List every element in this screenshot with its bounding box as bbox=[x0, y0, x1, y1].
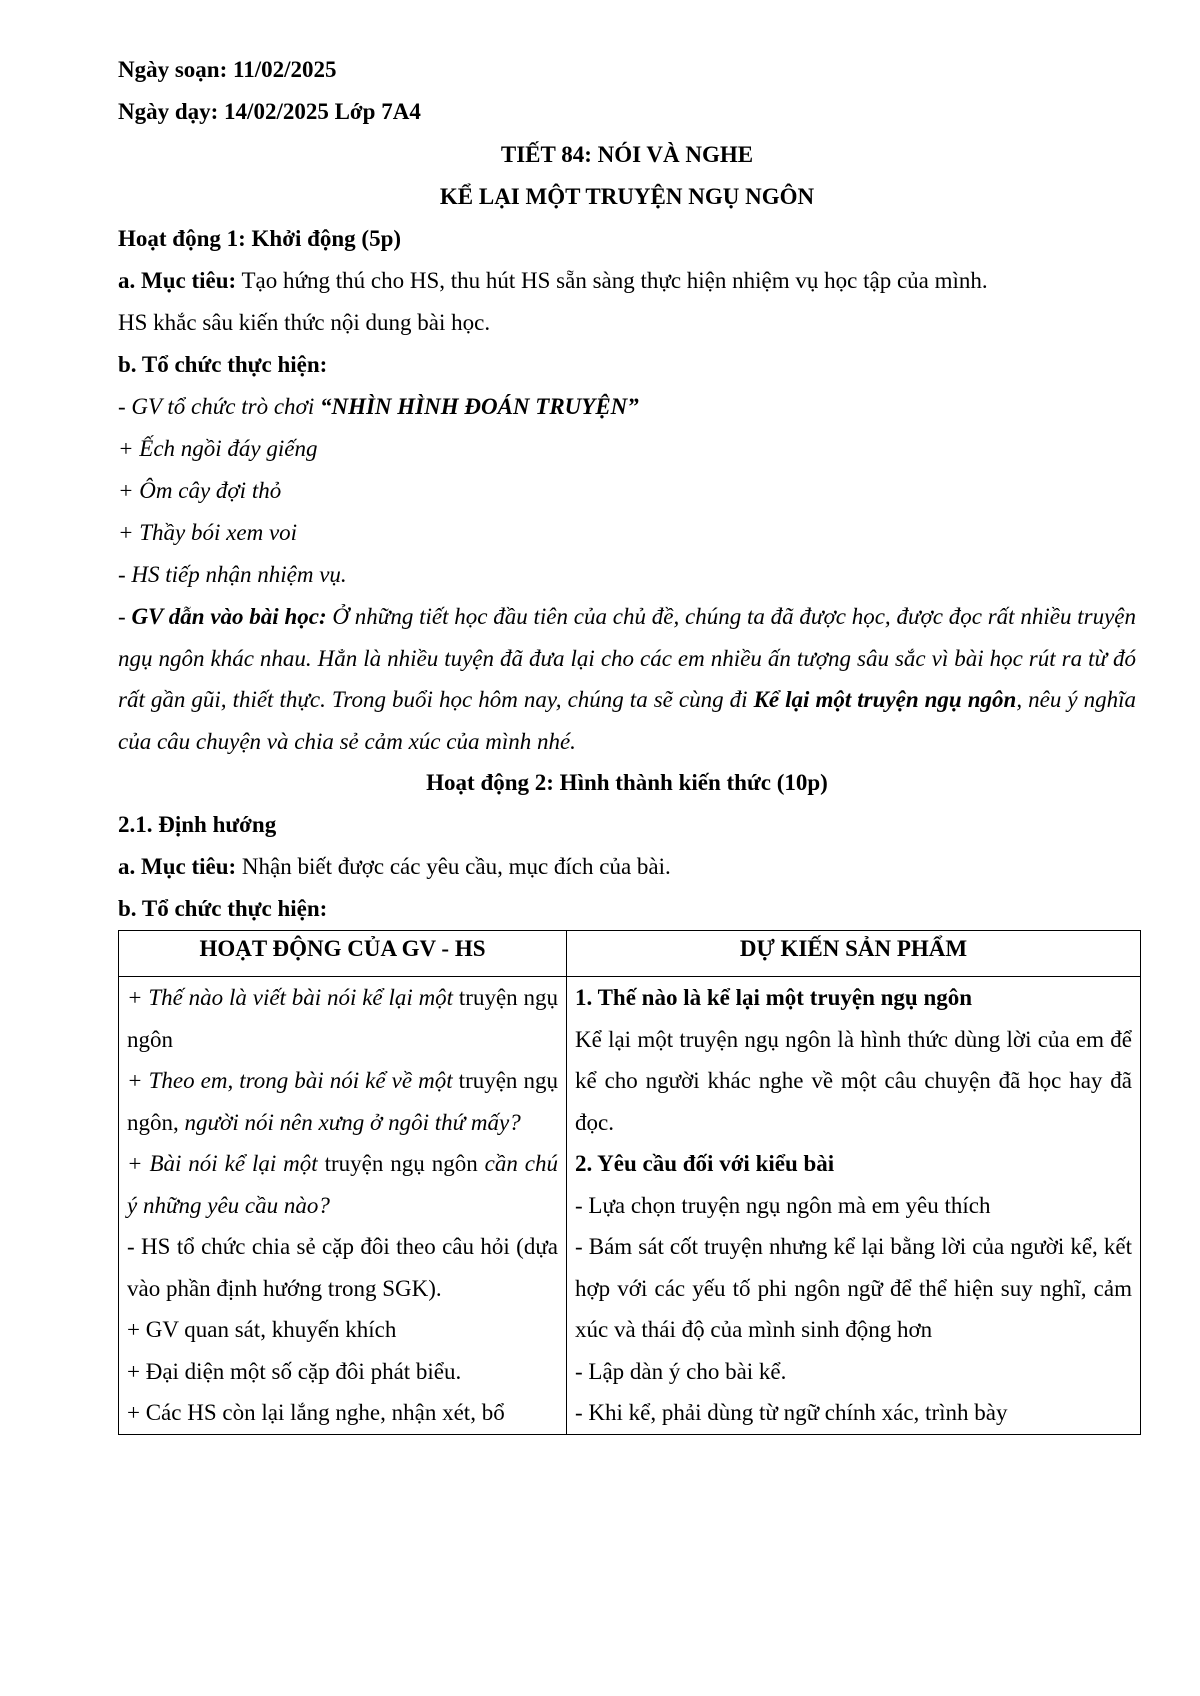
q1-italic: + Thế nào là viết bài nói kể lại một bbox=[127, 985, 454, 1010]
activity-step-2: + GV quan sát, khuyến khích bbox=[127, 1317, 397, 1342]
hd1-item-2: + Ôm cây đợi thỏ bbox=[118, 478, 282, 503]
bold-text: Kể lại một truyện ngụ ngôn bbox=[753, 687, 1017, 712]
requirement-3: - Lập dàn ý cho bài kể. bbox=[575, 1358, 787, 1384]
text: Ở những tiết học đầu tiên của chủ đề, chúng ta đã được học, được đọc rất nhiều truyện ngụ ngôn khác nhau. Hẳn là nhiều tuyện đã đưa lại cho các em nhiều ấn tượng sâu sắc vì bài học rút ra từ đó rất gần gũi, thiết thực. Trong buổi học hôm nay, chúng ta sẽ cùng đi bbox=[118, 604, 1136, 712]
hd1-hs-nhan: - HS tiếp nhận nhiệm vụ. bbox=[118, 562, 347, 587]
q1-normal: truyện ngụ ngôn bbox=[127, 985, 558, 1052]
label: a. Mục tiêu: bbox=[118, 268, 237, 293]
ngay-soan: Ngày soạn: 11/02/2025 bbox=[118, 57, 337, 82]
hd1-dan-vao-bai bbox=[118, 596, 1136, 762]
lesson-subtitle: KỂ LẠI MỘT TRUYỆN NGỤ NGÔN bbox=[439, 184, 815, 209]
label: a. Mục tiêu: bbox=[118, 854, 237, 879]
q2-italic-2: người nói nên xưng ở ngôi thứ mấy? bbox=[178, 1109, 521, 1135]
hd2-muc-tieu bbox=[118, 846, 1136, 888]
q3-italic: + Bài nói kể lại một bbox=[127, 1151, 318, 1176]
product-heading-2: 2. Yêu cầu đối với kiểu bài bbox=[575, 1151, 835, 1176]
cell-product bbox=[567, 977, 1141, 1435]
hd2-to-chuc: b. Tổ chức thực hiện: bbox=[118, 896, 328, 921]
hd2-sub: 2.1. Định hướng bbox=[118, 812, 277, 837]
activity-table bbox=[118, 930, 1141, 1435]
requirement-4: - Khi kể, phải dùng từ ngữ chính xác, trình bày bbox=[575, 1400, 1008, 1425]
hd1-heading: Hoạt động 1: Khởi động (5p) bbox=[118, 226, 402, 251]
col-header-product: DỰ KIẾN SẢN PHẨM bbox=[567, 931, 1141, 977]
hd1-muc-tieu-2: HS khắc sâu kiến thức nội dung bài học. bbox=[118, 310, 491, 335]
hd1-item-1: + Ếch ngồi đáy giếng bbox=[118, 436, 318, 461]
hd1-to-chuc: b. Tổ chức thực hiện: bbox=[118, 352, 328, 377]
question-2 bbox=[127, 1060, 558, 1143]
hd1-game bbox=[118, 386, 1136, 428]
text: Nhận biết được các yêu cầu, mục đích của bài. bbox=[236, 854, 671, 879]
requirement-1: - Lựa chọn truyện ngụ ngôn mà em yêu thích bbox=[575, 1192, 991, 1218]
hd1-muc-tieu bbox=[118, 260, 1136, 302]
hd1-item-3: + Thầy bói xem voi bbox=[118, 520, 298, 545]
lesson-title: TIẾT 84: NÓI VÀ NGHE bbox=[500, 142, 754, 167]
requirement-2: - Bám sát cốt truyện nhưng kể lại bằng lời của người kể, kết hợp với các yếu tố phi ngôn ngữ để thể hiện suy nghĩ, cảm xúc và thái độ của mình sinh động hơn bbox=[575, 1234, 1132, 1342]
activity-step-4: + Các HS còn lại lắng nghe, nhận xét, bổ bbox=[127, 1400, 505, 1425]
question-1 bbox=[127, 977, 558, 1060]
hd2-heading: Hoạt động 2: Hình thành kiến thức (10p) bbox=[426, 770, 828, 795]
col-header-activity: HOẠT ĐỘNG CỦA GV - HS bbox=[119, 931, 567, 977]
activity-step-1: - HS tổ chức chia sẻ cặp đôi theo câu hỏi (dựa vào phần định hướng trong SGK). bbox=[127, 1234, 558, 1301]
game-name: “NHÌN HÌNH ĐOÁN TRUYỆN” bbox=[319, 394, 639, 419]
q2-italic: + Theo em, trong bài nói kể về một bbox=[127, 1068, 453, 1093]
text: - GV tổ chức trò chơi bbox=[118, 394, 320, 419]
q3-italic-2: cần chú ý những yêu cầu nào? bbox=[127, 1151, 558, 1218]
table-row bbox=[119, 977, 1141, 1435]
question-3 bbox=[127, 1143, 558, 1226]
text-end: , nêu ý nghĩa của câu chuyện và chia sẻ cảm xúc của mình nhé. bbox=[118, 687, 1136, 754]
document-page bbox=[118, 50, 1136, 1435]
ngay-day: Ngày dạy: 14/02/2025 Lớp 7A4 bbox=[118, 99, 421, 124]
table-header-row bbox=[119, 931, 1141, 977]
product-heading-1: 1. Thế nào là kể lại một truyện ngụ ngôn bbox=[575, 985, 973, 1010]
dash: - bbox=[118, 604, 132, 629]
q2-normal: truyện ngụ ngôn, bbox=[127, 1068, 558, 1135]
cell-activity bbox=[119, 977, 567, 1435]
q3-normal: truyện ngụ ngôn bbox=[317, 1151, 485, 1176]
product-definition: Kể lại một truyện ngụ ngôn là hình thức dùng lời của em để kể cho người khác nghe về một câu chuyện đã học hay đã đọc. bbox=[575, 1026, 1132, 1135]
text: Tạo hứng thú cho HS, thu hút HS sẵn sàng thực hiện nhiệm vụ học tập của mình. bbox=[236, 268, 988, 293]
activity-step-3: + Đại diện một số cặp đôi phát biểu. bbox=[127, 1358, 462, 1384]
label: GV dẫn vào bài học: bbox=[131, 604, 327, 629]
